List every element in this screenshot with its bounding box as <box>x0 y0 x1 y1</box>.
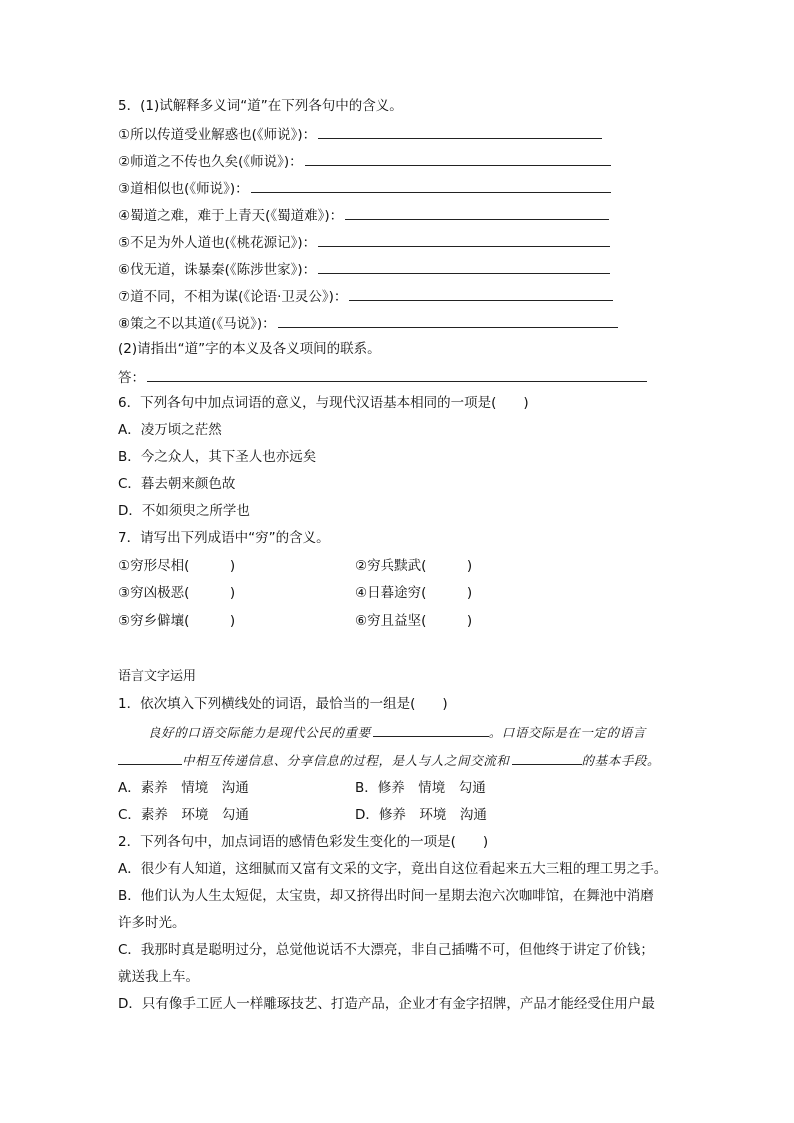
q5-item-4 <box>118 205 609 225</box>
answer-label: 答： <box>118 370 145 386</box>
q5-item-text: ⑤不足为外人道也(《桃花源记》)： <box>118 235 317 251</box>
fill-blank[interactable] <box>512 750 582 765</box>
q5-item-text: ①所以传道受业解惑也(《师说》)： <box>118 127 317 143</box>
fill-blank[interactable] <box>118 750 182 765</box>
answer-blank[interactable] <box>251 178 611 193</box>
s2-option-b-line-2: 许多时光。 <box>118 915 186 931</box>
q6-option-d: D．不如须臾之所学也 <box>118 503 250 519</box>
q5-item-7 <box>118 286 613 306</box>
answer-blank[interactable] <box>318 124 602 139</box>
q5-item-8 <box>118 313 618 333</box>
passage-text: 的基本手段。 <box>581 753 661 768</box>
answer-blank[interactable] <box>318 259 610 274</box>
q7-row-3 <box>118 612 473 630</box>
q7-item: ②穷兵黩武( ) <box>355 558 473 574</box>
q6-option-c: C．暮去朝来颜色故 <box>118 476 236 492</box>
q6-option-b: B．今之众人，其下圣人也亦远矣 <box>118 449 317 465</box>
passage-text: 中相互传递信息、分享信息的过程，是人与人之间交流和 <box>182 753 510 768</box>
s1-title: 1．依次填入下列横线处的词语，最恰当的一组是( ) <box>118 696 448 712</box>
q7-item: ④日暮途穷( ) <box>355 585 473 601</box>
s2-option-a: A．很少有人知道，这细腻而又富有文采的文字，竟出自这位看起来五大三粗的理工男之手。 <box>118 861 668 877</box>
q5-title: 5．(1)试解释多义词“道”在下列各句中的含义。 <box>118 98 403 114</box>
answer-blank[interactable] <box>318 232 610 247</box>
q5-item-text: ⑦道不同，不相为谋(《论语·卫灵公》)： <box>118 289 348 305</box>
s1-options-row-1 <box>118 779 486 797</box>
q7-item: ⑥穷且益坚( ) <box>355 613 473 629</box>
answer-blank[interactable] <box>278 313 618 328</box>
q7-row-2 <box>118 584 473 602</box>
q5-item-2 <box>118 151 611 171</box>
q5-item-text: ⑥伐无道，诛暴秦(《陈涉世家》)： <box>118 262 317 278</box>
s2-option-c-line-2: 就送我上车。 <box>118 969 199 985</box>
fill-blank[interactable] <box>373 722 489 737</box>
q5-answer-line <box>118 367 647 387</box>
answer-blank[interactable] <box>147 367 647 382</box>
q5-item-text: ②师道之不传也久矣(《师说》)： <box>118 154 303 170</box>
s2-title: 2．下列各句中，加点词语的感情色彩发生变化的一项是( ) <box>118 834 489 850</box>
s1-options-row-2 <box>118 806 487 824</box>
q5-item-text: ④蜀道之难，难于上青天(《蜀道难》)： <box>118 208 344 224</box>
q7-item: ⑤穷乡僻壤( ) <box>118 613 236 629</box>
q5-item-1 <box>118 124 602 144</box>
q5-item-text: ⑧策之不以其道(《马说》)： <box>118 316 276 332</box>
section-heading: 语言文字运用 <box>118 669 197 684</box>
s2-option-c-line-1: C．我那时真是聪明过分，总觉他说话不大漂亮，非自己插嘴不可，但他终于讲定了价钱； <box>118 942 654 958</box>
answer-blank[interactable] <box>349 286 613 301</box>
passage-text: 良好的口语交际能力是现代公民的重要 <box>148 725 371 740</box>
q5-item-6 <box>118 259 610 279</box>
s2-option-b-line-1: B．他们认为人生太短促，太宝贵，却又挤得出时间一星期去泡六次咖啡馆，在舞池中消磨 <box>118 888 654 904</box>
q5-item-5 <box>118 232 610 252</box>
answer-blank[interactable] <box>305 151 611 166</box>
s1-passage-line-1 <box>148 722 646 742</box>
q5-item-text: ③道相似也(《师说》)： <box>118 181 249 197</box>
q7-title: 7．请写出下列成语中“穷”的含义。 <box>118 530 330 546</box>
q5-part2: (2)请指出“道”字的本义及各义项间的联系。 <box>118 341 381 357</box>
q7-row-1 <box>118 557 473 575</box>
s1-option-a: A．素养 情境 沟通 <box>118 780 249 796</box>
passage-text: 。口语交际是在一定的语言 <box>488 725 646 740</box>
s1-option-b: B．修养 情境 勾通 <box>355 780 486 796</box>
q7-item: ①穷形尽相( ) <box>118 558 236 574</box>
s1-option-c: C．素养 环境 勾通 <box>118 807 249 823</box>
answer-blank[interactable] <box>345 205 609 220</box>
s1-passage-line-2 <box>118 750 660 770</box>
s1-option-d: D．修养 环境 沟通 <box>355 807 487 823</box>
q7-item: ③穷凶极恶( ) <box>118 585 236 601</box>
q6-option-a: A．凌万顷之茫然 <box>118 422 222 438</box>
q5-item-3 <box>118 178 611 198</box>
s2-option-d-line-1: D．只有像手工匠人一样雕琢技艺、打造产品，企业才有金字招牌，产品才能经受住用户最 <box>118 996 655 1012</box>
q6-title: 6．下列各句中加点词语的意义，与现代汉语基本相同的一项是( ) <box>118 395 529 411</box>
